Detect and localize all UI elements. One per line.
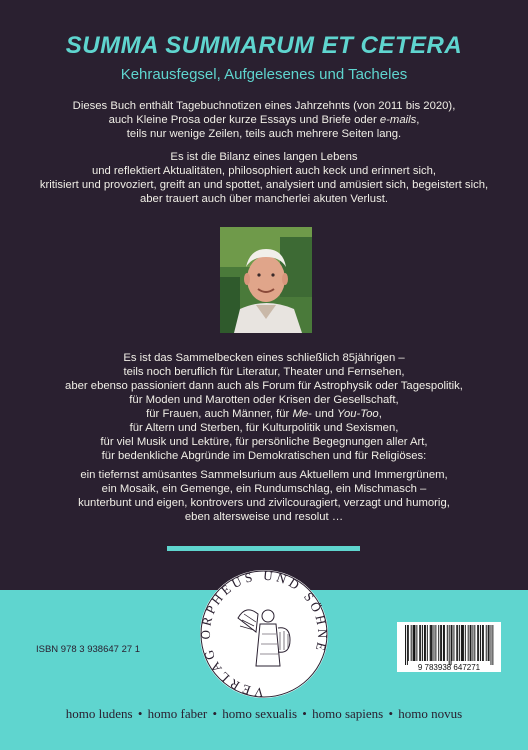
blurb-line: und reflektiert Aktualitäten, philosophiert auch keck und erinnert sich, [91, 165, 437, 177]
motto-item: homo ludens [65, 706, 133, 721]
blurb-line: teils nur wenige Zeilen, teils auch mehrere Seiten lang. [126, 128, 402, 140]
blurb-line: aber ebenso passioniert dann auch als Forum für Astrophysik oder Tagespolitik, [65, 380, 463, 392]
barcode-bar [451, 625, 452, 665]
barcode-bar [483, 625, 484, 661]
barcode-bar [424, 625, 425, 661]
author-photo [220, 227, 312, 333]
barcode-bar [425, 625, 426, 661]
blurb-line: für Moden und Marotten oder Krisen der Gesellschaft, [129, 394, 399, 406]
barcode-bar [472, 625, 473, 661]
blurb-paragraph-3 [0, 351, 528, 463]
barcode-bar [462, 625, 463, 661]
barcode-bar [432, 625, 433, 661]
blurb-line: kunterbunt und eigen, kontrovers und zivilcouragiert, verzagt und humorig, [78, 497, 450, 509]
blurb-line: ein Mosaik, ein Gemenge, ein Rundumschlag, ein Mischmasch – [101, 483, 427, 495]
blurb-paragraph-1 [0, 99, 528, 141]
barcode-bar [431, 625, 432, 661]
barcode-bar [441, 625, 442, 661]
barcode-bar [407, 625, 408, 665]
blurb-line: kritisiert und provoziert, greift an und spottet, analysiert und amüsiert sich, begeistert sich, [39, 179, 489, 191]
barcode-bar [457, 625, 458, 661]
barcode-bar [444, 625, 445, 661]
barcode-digits: 9 783938 647271 [417, 663, 481, 672]
barcode-bar [420, 625, 421, 661]
barcode [397, 622, 501, 672]
blurb-line: aber trauert auch über mancherlei akuten Verlust. [139, 193, 389, 205]
blurb-line: für Altern und Sterben, für Kulturpolitik und Sexismen, [129, 422, 399, 434]
barcode-bar [452, 625, 453, 661]
blurb-line: Es ist die Bilanz eines langen Lebens [170, 151, 358, 163]
barcode-bar [449, 625, 450, 665]
barcode-bar [474, 625, 475, 661]
barcode-bar [486, 625, 487, 661]
book-title: SUMMA SUMMARUM ET CETERA [65, 32, 463, 59]
separator: • [302, 706, 307, 721]
barcode-bar [411, 625, 412, 661]
barcode-bar [434, 625, 435, 661]
barcode-bar [492, 625, 493, 665]
motto-item: homo sapiens [312, 706, 384, 721]
blurb-line: auch Kleine Prosa oder kurze Essays und Briefe oder e-mails, [108, 114, 420, 126]
barcode-bar [468, 625, 469, 661]
barcode-bar [453, 625, 454, 661]
barcode-bar [447, 625, 448, 661]
barcode-bar [414, 625, 415, 661]
blurb-line: eben altersweise und resolut … [184, 511, 344, 523]
separator: • [388, 706, 394, 721]
barcode-bar [480, 625, 481, 661]
motto-item: homo faber [147, 706, 208, 721]
barcode-bar [471, 625, 472, 661]
barcode-bar [463, 625, 464, 661]
blurb-paragraph-2 [0, 150, 528, 206]
barcode-bar [465, 625, 466, 661]
barcode-bar [435, 625, 436, 661]
blurb-paragraph-4 [0, 468, 528, 524]
isbn-text: ISBN 978 3 938647 27 1 [36, 644, 141, 655]
divider-bar [167, 546, 360, 551]
separator: • [212, 706, 218, 721]
blurb-line: teils noch beruflich für Literatur, Theater und Fernsehen, [123, 366, 405, 378]
barcode-bar [405, 625, 406, 665]
blurb-line: für viel Musik und Lektüre, für persönliche Begegnungen aller Art, [100, 436, 428, 448]
motto-item: homo novus [398, 706, 463, 721]
barcode-bar [482, 625, 483, 661]
barcode-bar [461, 625, 462, 661]
motto-item: homo sexualis [222, 706, 298, 721]
barcode-bar [415, 625, 416, 661]
barcode-bar [443, 625, 444, 661]
barcode-bar [459, 625, 460, 661]
barcode-bar [491, 625, 492, 665]
blurb-line: für Frauen, auch Männer, für Me- und You-Too, [146, 408, 382, 420]
barcode-bar [427, 625, 428, 661]
blurb-line: Es ist das Sammelbecken eines schließlich 85jährigen – [123, 352, 405, 364]
barcode-bar [422, 625, 423, 661]
barcode-bar [438, 625, 439, 661]
footer-motto-line [0, 706, 528, 722]
barcode-bar [416, 625, 417, 661]
blurb-line: für bedenkliche Abgründe im Demokratischen und für Religiöses: [101, 450, 427, 462]
barcode-bar [488, 625, 489, 661]
publisher-logo [198, 568, 330, 700]
blurb-line: Dieses Buch enthält Tagebuchnotizen eines Jahrzehnts (von 2011 bis 2020), [72, 100, 456, 112]
barcode-bar [477, 625, 478, 661]
barcode-bar [413, 625, 414, 661]
separator: • [137, 706, 143, 721]
barcode-bar [408, 625, 409, 661]
barcode-bar [430, 625, 431, 661]
barcode-bar [478, 625, 479, 661]
barcode-bar [440, 625, 441, 661]
barcode-bar [419, 625, 420, 661]
barcode-bar [470, 625, 471, 661]
blurb-line: ein tiefernst amüsantes Sammelsurium aus Aktuellem und Immergrünem, [80, 469, 448, 481]
barcode-bar [489, 625, 490, 661]
barcode-bar [456, 625, 457, 661]
svg-text:VERLAG ORPHEUS UND SÖHNE: VERLAG ORPHEUS UND SÖHNE [198, 568, 330, 700]
book-subtitle: Kehrausfegsel, Aufgelesenes und Tacheles [120, 66, 408, 83]
